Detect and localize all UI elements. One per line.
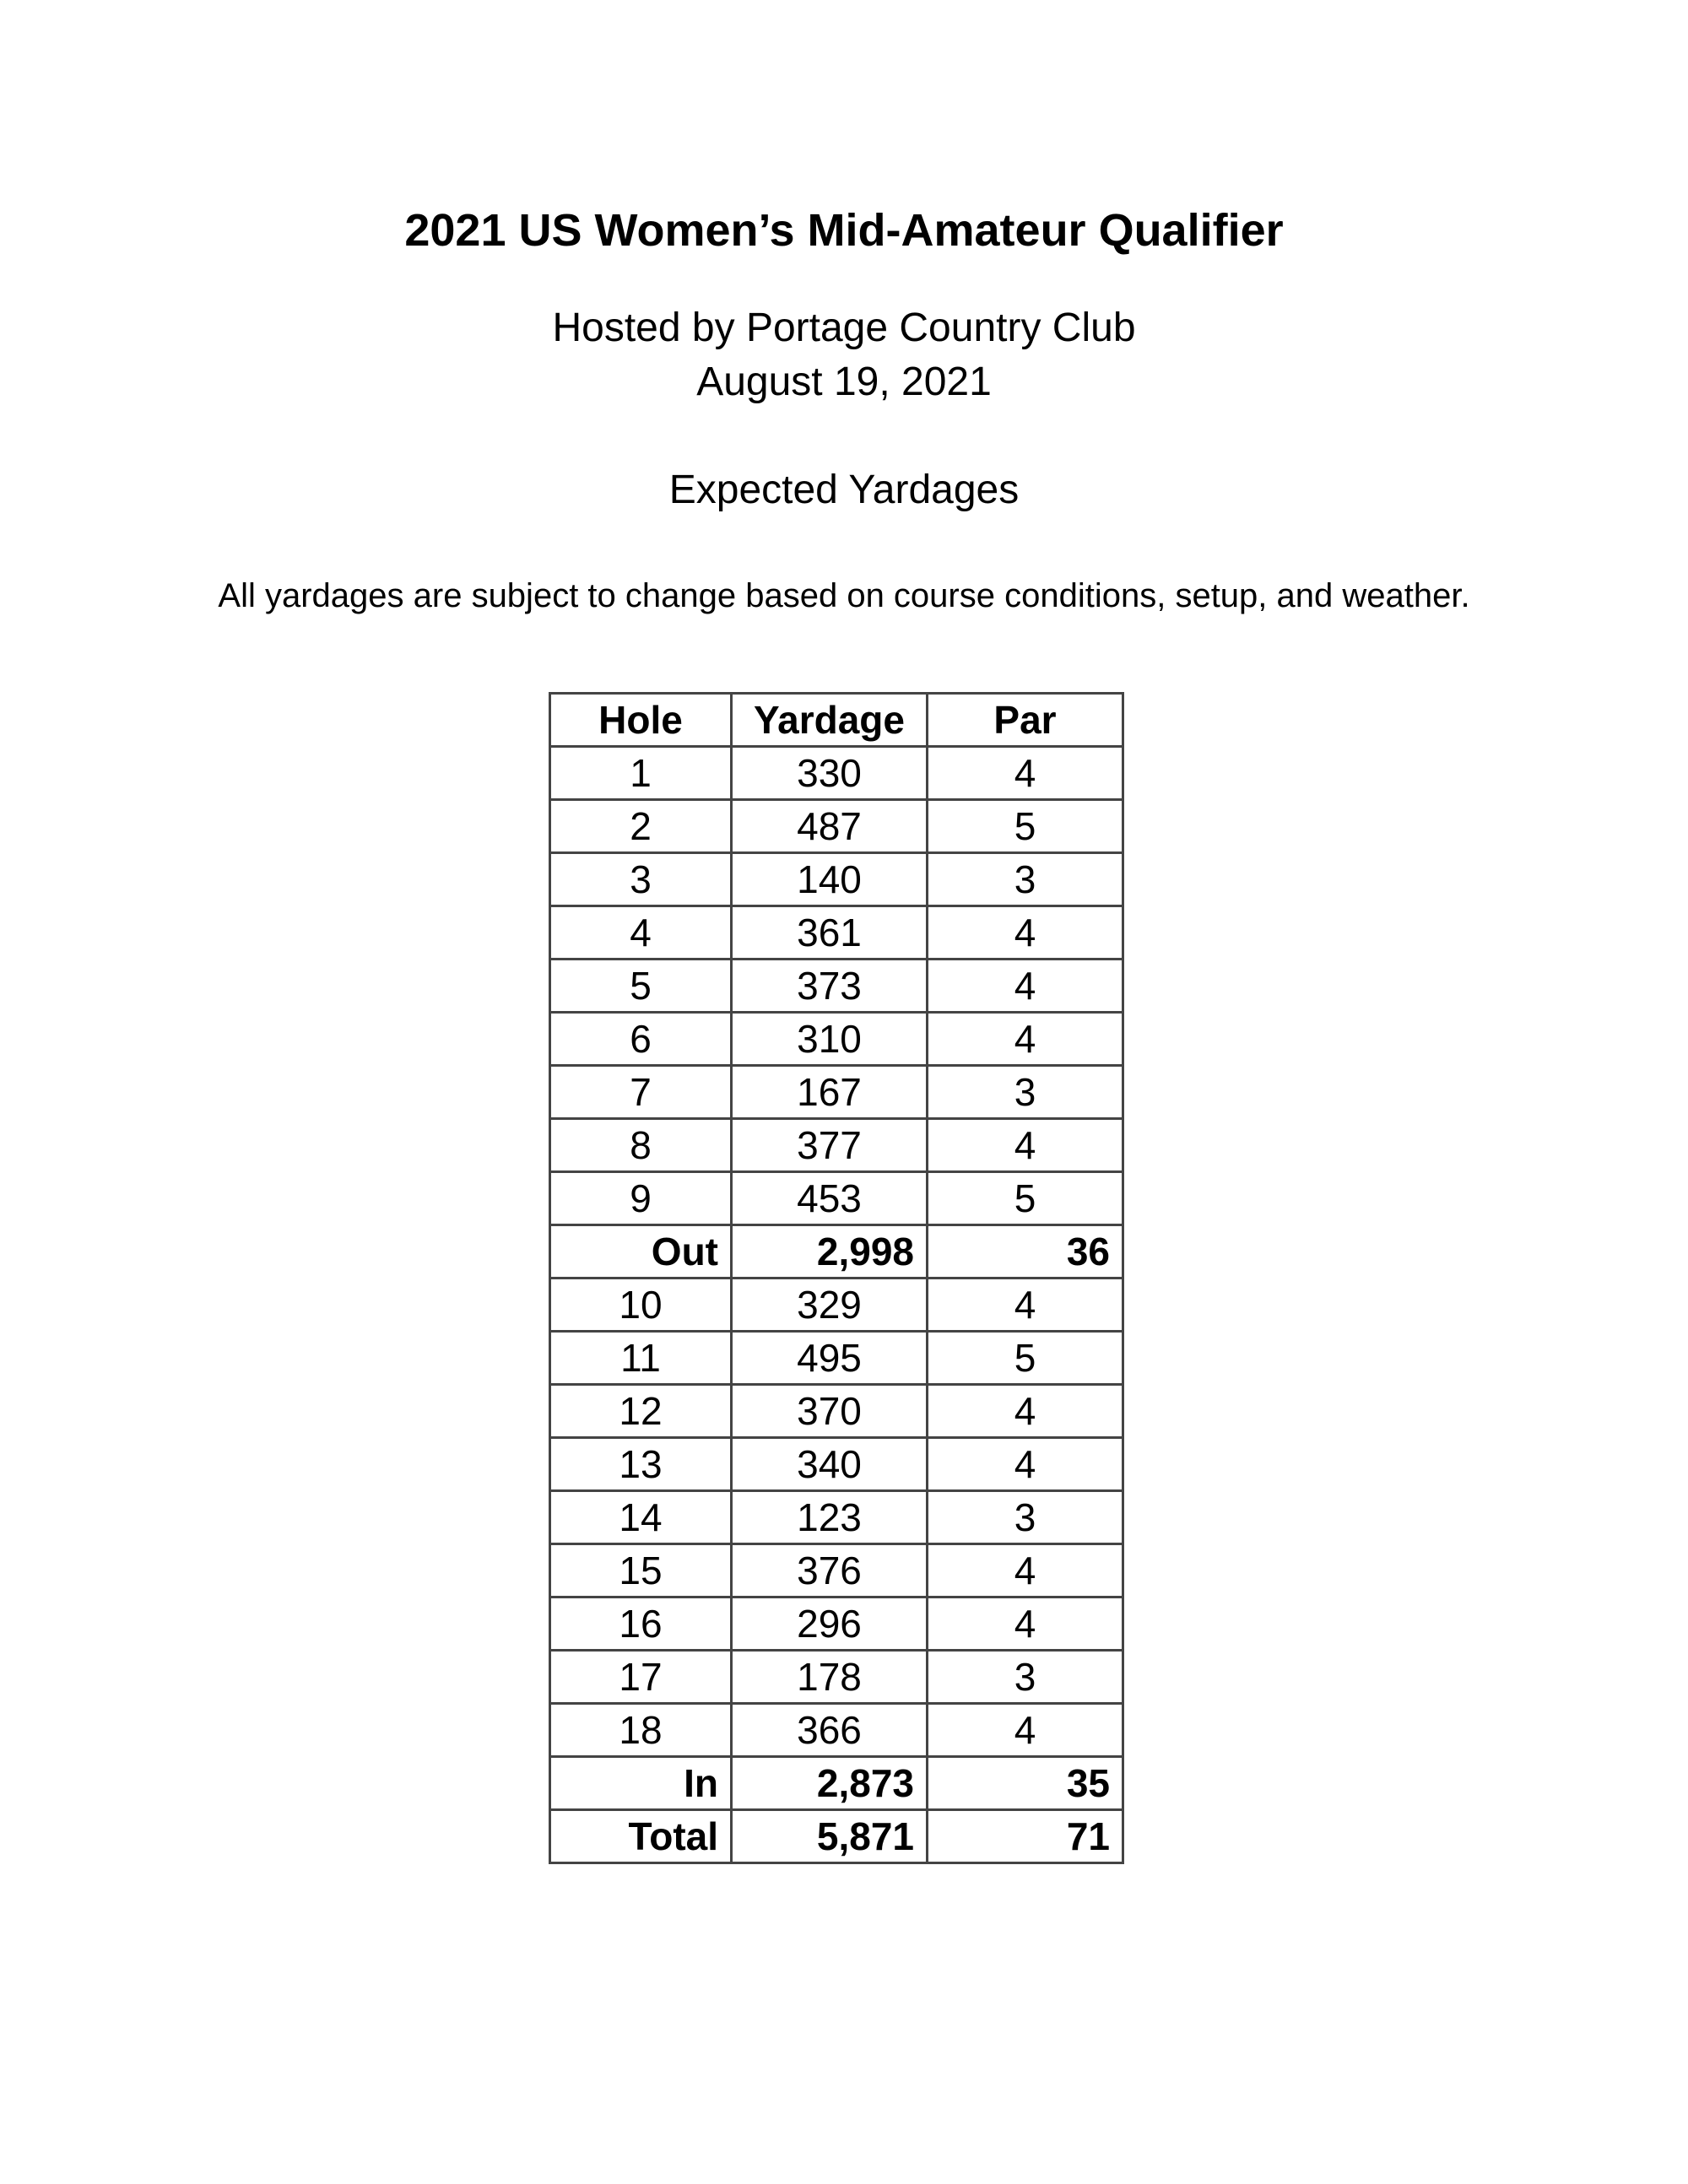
hole-cell: 7: [550, 1066, 732, 1119]
table-row: [550, 853, 1123, 906]
event-date: August 19, 2021: [696, 359, 992, 404]
par-cell: 5: [928, 1172, 1123, 1225]
yardage-table: [549, 692, 1124, 1864]
table-row: [550, 1066, 1123, 1119]
header-hole: Hole: [550, 694, 732, 747]
in-yardage: 2,873: [732, 1757, 928, 1810]
par-cell: 5: [928, 800, 1123, 853]
par-cell: 4: [928, 1597, 1123, 1651]
hole-cell: 2: [550, 800, 732, 853]
out-yardage: 2,998: [732, 1225, 928, 1279]
table-row: [550, 1385, 1123, 1438]
par-cell: 4: [928, 906, 1123, 960]
grand-total-row: [550, 1810, 1123, 1863]
in-total-row: [550, 1757, 1123, 1810]
hole-cell: 8: [550, 1119, 732, 1172]
total-par: 71: [928, 1810, 1123, 1863]
hole-cell: 13: [550, 1438, 732, 1491]
hole-cell: 14: [550, 1491, 732, 1544]
table-header-row: [550, 694, 1123, 747]
yardage-cell: 373: [732, 960, 928, 1013]
yardage-cell: 329: [732, 1279, 928, 1332]
hole-cell: 9: [550, 1172, 732, 1225]
hole-cell: 16: [550, 1597, 732, 1651]
table-row: [550, 1013, 1123, 1066]
yardage-cell: 340: [732, 1438, 928, 1491]
table-row: [550, 1332, 1123, 1385]
hole-cell: 4: [550, 906, 732, 960]
document-subtitle: Expected Yardages: [668, 468, 1020, 512]
par-cell: 4: [928, 1704, 1123, 1757]
out-total-row: [550, 1225, 1123, 1279]
disclaimer-note: All yardages are subject to change based on course conditions, setup, and weather.: [218, 577, 1470, 614]
yardage-cell: 495: [732, 1332, 928, 1385]
header-yardage: Yardage: [732, 694, 928, 747]
header-par: Par: [928, 694, 1123, 747]
total-yardage: 5,871: [732, 1810, 928, 1863]
yardage-cell: 361: [732, 906, 928, 960]
document-title: 2021 US Women’s Mid-Amateur Qualifier: [404, 205, 1284, 256]
out-par: 36: [928, 1225, 1123, 1279]
table-row: [550, 1279, 1123, 1332]
table-row: [550, 1544, 1123, 1597]
table-row: [550, 1438, 1123, 1491]
yardage-cell: 453: [732, 1172, 928, 1225]
out-label: Out: [550, 1225, 732, 1279]
table-row: [550, 1651, 1123, 1704]
par-cell: 5: [928, 1332, 1123, 1385]
par-cell: 4: [928, 960, 1123, 1013]
par-cell: 3: [928, 1491, 1123, 1544]
table-row: [550, 1491, 1123, 1544]
in-par: 35: [928, 1757, 1123, 1810]
par-cell: 3: [928, 1651, 1123, 1704]
yardage-cell: 167: [732, 1066, 928, 1119]
yardage-cell: 370: [732, 1385, 928, 1438]
par-cell: 3: [928, 853, 1123, 906]
par-cell: 3: [928, 1066, 1123, 1119]
table-row: [550, 800, 1123, 853]
hole-cell: 18: [550, 1704, 732, 1757]
par-cell: 4: [928, 1544, 1123, 1597]
host-line: Hosted by Portage Country Club: [552, 305, 1136, 350]
yardage-cell: 330: [732, 747, 928, 800]
par-cell: 4: [928, 1438, 1123, 1491]
par-cell: 4: [928, 1119, 1123, 1172]
hole-cell: 6: [550, 1013, 732, 1066]
table-row: [550, 1172, 1123, 1225]
yardage-cell: 376: [732, 1544, 928, 1597]
yardage-cell: 296: [732, 1597, 928, 1651]
yardage-cell: 487: [732, 800, 928, 853]
yardage-cell: 366: [732, 1704, 928, 1757]
par-cell: 4: [928, 1013, 1123, 1066]
hole-cell: 17: [550, 1651, 732, 1704]
yardage-cell: 377: [732, 1119, 928, 1172]
hole-cell: 11: [550, 1332, 732, 1385]
hole-cell: 3: [550, 853, 732, 906]
table-row: [550, 1119, 1123, 1172]
table-row: [550, 747, 1123, 800]
in-label: In: [550, 1757, 732, 1810]
par-cell: 4: [928, 1279, 1123, 1332]
par-cell: 4: [928, 747, 1123, 800]
yardage-cell: 178: [732, 1651, 928, 1704]
table-row: [550, 1704, 1123, 1757]
table-row: [550, 1597, 1123, 1651]
hole-cell: 12: [550, 1385, 732, 1438]
hole-cell: 1: [550, 747, 732, 800]
hole-cell: 10: [550, 1279, 732, 1332]
total-label: Total: [550, 1810, 732, 1863]
par-cell: 4: [928, 1385, 1123, 1438]
yardage-cell: 140: [732, 853, 928, 906]
table-row: [550, 960, 1123, 1013]
hole-cell: 15: [550, 1544, 732, 1597]
yardage-cell: 310: [732, 1013, 928, 1066]
hole-cell: 5: [550, 960, 732, 1013]
table-row: [550, 906, 1123, 960]
yardage-cell: 123: [732, 1491, 928, 1544]
